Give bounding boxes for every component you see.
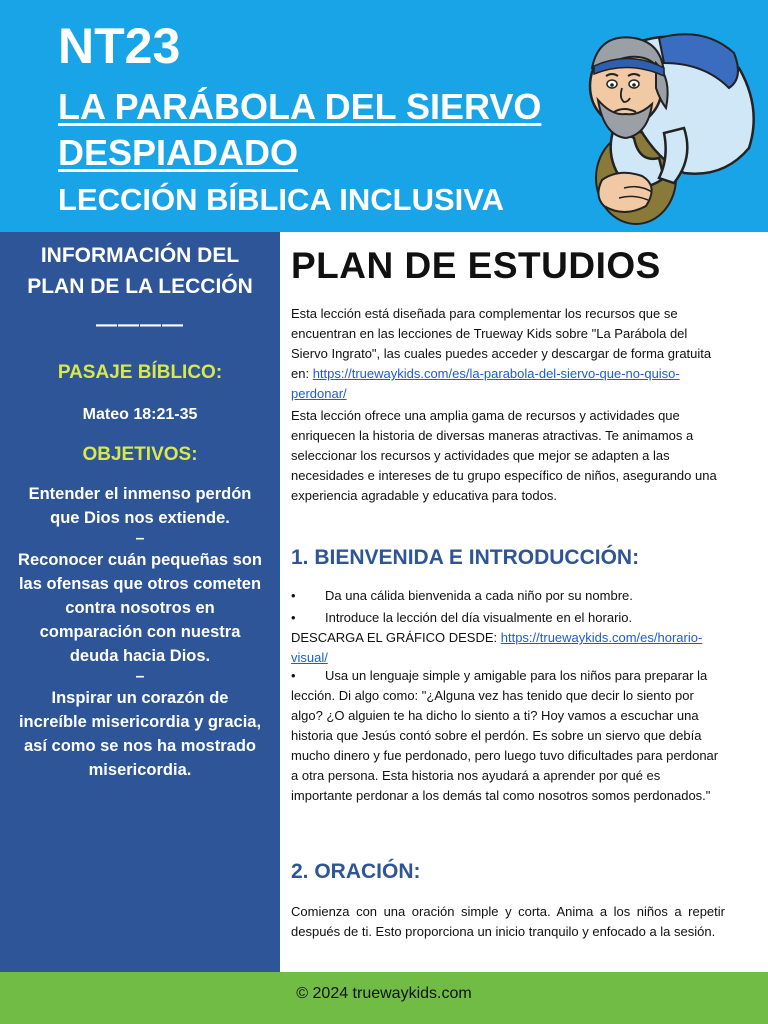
bullet-text: Usa un lenguaje simple y amigable para los niños para preparar la lección. Di algo como: "¿Alguna vez has tenido que decir lo siento por algo? ¿O alguien te ha dicho lo siento a ti? Hoy vamos a escuchar una historia que Jesús contó sobre el perdón. Es sobre un siervo que debía mucho dinero y fue perdonado, pero luego tuvo dificultades para perdonar a otra persona. Esta historia nos ayudará a aprender por qué es importante perdonar a los demás tal como nosotros somos perdonados." [291,668,719,803]
objective-separator: – [135,530,145,547]
visual-schedule-link[interactable]: https://truewaykids.com/es/horario-visual/ [291,630,703,665]
prayer-paragraph: Comienza con una oración simple y corta. Anima a los niños a repetir después de ti. Esto proporciona un inicio tranquilo y enfocado a la sesión. [291,904,725,939]
list-item [291,666,725,806]
objective-item: Entender el inmenso perdón que Dios nos extiende. [28,485,252,527]
bullet-text: Da una cálida bienvenida a cada niño por su nombre. [325,588,633,603]
lesson-info-sidebar [0,232,280,972]
intro-paragraph [291,304,725,404]
download-label: DESCARGA EL GRÁFICO DESDE: [291,630,501,645]
lesson-subtitle: LECCIÓN BÍBLICA INCLUSIVA [58,182,505,217]
download-line [291,628,725,668]
lesson-link[interactable]: https://truewaykids.com/es/la-parabola-del-siervo-que-no-quiso-perdonar/ [291,366,680,401]
lesson-code: NT23 [58,18,181,74]
objective-item: Reconocer cuán pequeñas son las ofensas que otros cometen contra nosotros en comparación con nuestra deuda hacia Dios. [18,551,262,665]
bullet-mark: • [291,610,296,625]
resources-paragraph: Esta lección ofrece una amplia gama de recursos y actividades que enriquecen la historia de diversas maneras atractivas. Te animamos a seleccionar los recursos y actividades que mejor se adapten a las necesidades e intereses de tu grupo específico de niños, asegurando una experiencia agradable y educativa para todos. [291,408,717,503]
bullet-mark: • [291,588,296,603]
objective-item: Inspirar un corazón de increíble misericordia y gracia, así como se nos ha mostrado misericordia. [18,689,262,779]
header-banner [0,0,768,232]
bible-passage: Mateo 18:21-35 [82,406,198,423]
objectives-heading: OBJETIVOS: [82,444,198,465]
section-prayer-heading: 2. ORACIÓN: [291,860,421,883]
list-item [291,608,725,628]
plan-title: PLAN DE ESTUDIOS [291,245,661,286]
sidebar-divider: ———— [96,313,184,336]
bullet-mark: • [291,668,296,683]
intro-text: Esta lección está diseñada para complementar los recursos que se encuentran en las lecciones de Trueway Kids sobre "La Parábola del Siervo Ingrato", las cuales puedes acceder y descargar de forma gratuita en: [291,306,712,381]
kneeling-servant-illustration [564,8,764,228]
section-welcome-heading: 1. BIENVENIDA E INTRODUCCIÓN: [291,546,640,569]
footer-copyright: © 2024 truewaykids.com [0,972,768,1024]
objectives-list [16,482,264,782]
lesson-title: LA PARÁBOLA DEL SIERVO DESPIADADO [58,86,542,173]
study-plan [291,232,725,972]
passage-heading: PASAJE BÍBLICO: [57,362,223,383]
info-title: INFORMACIÓN DEL PLAN DE LA LECCIÓN [27,244,253,298]
list-item [291,586,725,606]
bullet-text: Introduce la lección del día visualmente en el horario. [325,610,633,625]
objective-separator: – [135,668,145,685]
